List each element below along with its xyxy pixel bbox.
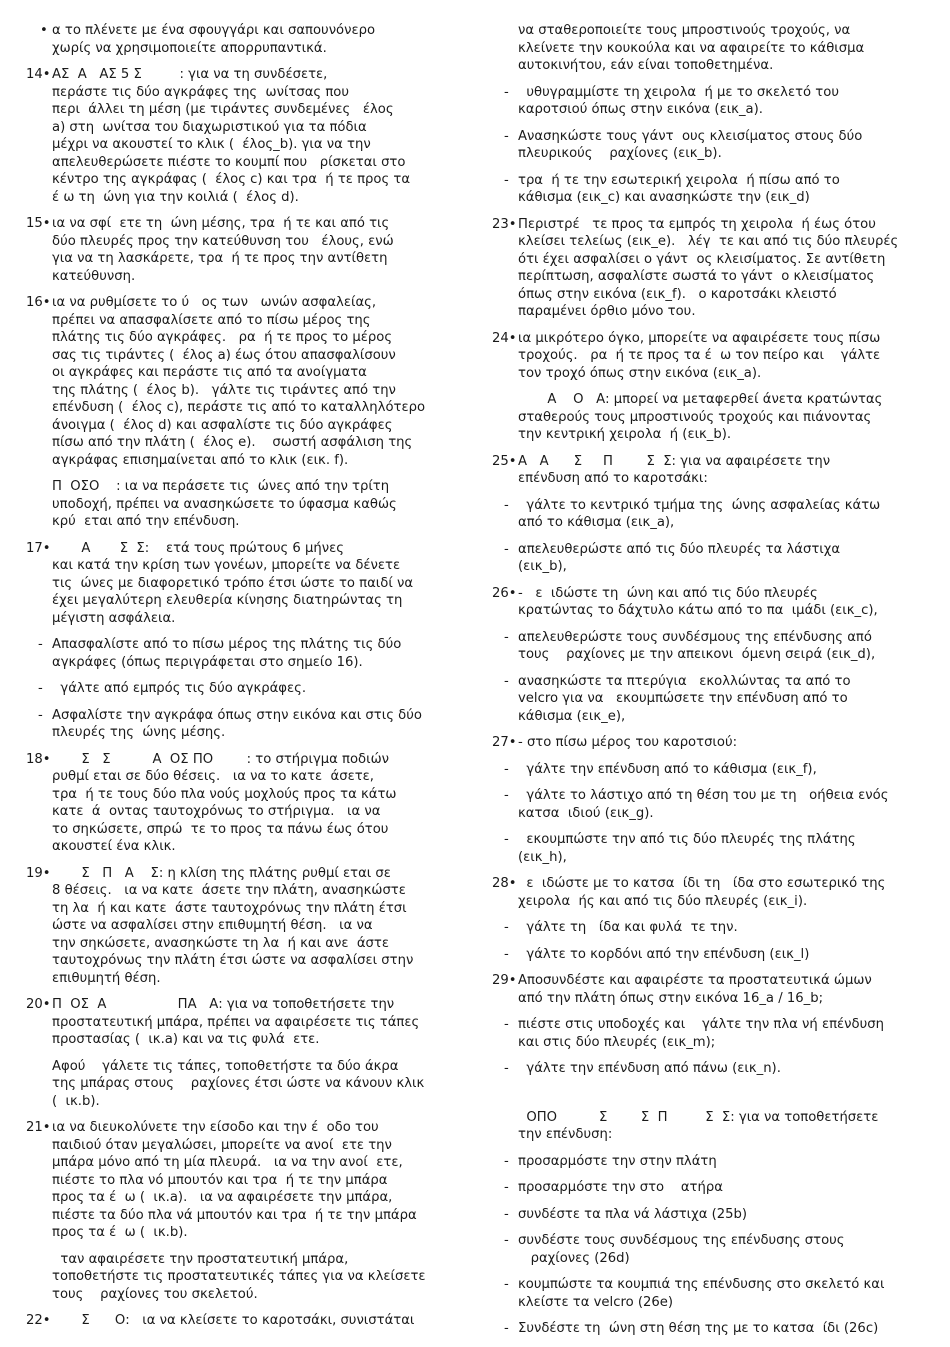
sub-step — [492, 946, 924, 964]
step-number: 23• — [492, 216, 517, 232]
step-number: - — [38, 707, 43, 723]
text-line: προς τα έ ω ( ικ.a). ια να αφαιρέσετε την μπάρα, — [52, 1190, 393, 1205]
text-line: a) στη ωνίτσα του διαχωριστικού για τα πόδια — [52, 119, 367, 135]
text-line: ραχίονες (26d) — [518, 1250, 630, 1266]
text-line: γάλτε την επένδυση από πάνω (εικ_n). — [518, 1061, 781, 1076]
sub-step — [492, 787, 924, 822]
text-line: προσαρμόστε την στην πλάτη — [518, 1153, 717, 1169]
step-number: 22• — [26, 1313, 51, 1328]
text-line: Περιστρέ τε προς τα εμπρός τη χειρολα ή έως ότου — [518, 216, 876, 232]
step-number: - — [504, 172, 509, 188]
text-line: Σ Π Α Σ: η κλίση της πλάτης ρυθμί εται σε — [52, 865, 391, 881]
text-line: Π ΟΣΟ : ια να περάσετε τις ώνες από την τρίτη — [52, 479, 390, 494]
numbered-step — [26, 1312, 456, 1330]
step-number: - — [504, 946, 509, 962]
step-number: 25• — [492, 453, 517, 469]
step-continuation — [26, 1058, 456, 1111]
numbered-step — [26, 751, 456, 856]
text-line: γάλτε το κεντρικό τμήμα της ώνης ασφαλείας κάτω — [518, 497, 881, 513]
text-line: κάθισμα (εικ_c) και ανασηκώστε την (εικ_d) — [518, 190, 810, 205]
text-line: Συνδέστε τη ώνη στη θέση της με το κατσα ίδι (26c) — [518, 1321, 879, 1336]
step-number: 27• — [492, 735, 517, 750]
step-continuation — [26, 478, 456, 531]
numbered-step — [26, 996, 456, 1049]
text-line: μέχρι να ακουστεί το κλικ ( έλος_b). για να την — [52, 137, 371, 152]
text-line: (εικ_h), — [518, 849, 567, 865]
text-line: από το κάθισμα (εικ_a), — [518, 515, 675, 530]
numbered-step — [492, 330, 924, 383]
text-line: κλείνετε την κουκούλα και να αφαιρείτε το κάθισμα — [518, 40, 865, 56]
step-number: - — [504, 1017, 509, 1032]
text-line: ανασηκώστε τα πτερύγια εκολλώντας τα από το — [518, 673, 851, 689]
step-number: - — [38, 637, 43, 652]
step-continuation — [492, 22, 924, 75]
sub-step — [26, 707, 456, 742]
text-line: μέγιστη ασφάλεια. — [52, 610, 176, 626]
text-line: απελευθερώστε τους συνδέσμους της επένδυσης από — [518, 629, 872, 645]
text-line: Α Α Σ Π Σ Σ: για να αφαιρέσετε την — [518, 453, 831, 469]
text-line: ( ικ.b). — [52, 1093, 100, 1109]
text-line: αυτοκινήτου, εάν είναι τοποθετημένα. — [518, 58, 774, 73]
numbered-step — [26, 22, 456, 57]
text-line: προς τα έ ω ( ικ.b). — [52, 1225, 188, 1240]
sub-step — [492, 673, 924, 726]
step-number: - — [504, 1233, 509, 1248]
text-line: έ ω τη ώνη για την κοιλιά ( έλος d). — [52, 189, 299, 205]
step-number: 16• — [26, 295, 51, 310]
text-line: επένδυση από το καροτσάκι: — [518, 471, 708, 486]
text-line: σας τις τιράντες ( έλος a) έως ότου απασφαλίσουν — [52, 347, 396, 363]
text-line: ταν αφαιρέσετε την προστατευτική μπάρα, — [52, 1251, 349, 1267]
text-line: πλευρές της ώνης μέσης. — [52, 725, 226, 740]
text-line: (εικ_b), — [518, 559, 567, 574]
numbered-step — [492, 875, 924, 910]
text-line: κατε ά οντας ταυτοχρόνως το στήριγμα. ια να — [52, 804, 381, 819]
sub-step — [492, 1016, 924, 1051]
numbered-step — [26, 1119, 456, 1242]
step-continuation — [26, 1251, 456, 1304]
text-line: ρυθμί εται σε δύο θέσεις. ια να το κατε άσετε, — [52, 769, 374, 784]
step-number: - — [504, 1153, 509, 1169]
step-number: 21• — [26, 1120, 51, 1135]
step-number: - — [38, 681, 43, 696]
text-line: γάλτε από εμπρός τις δύο αγκράφες. — [52, 681, 307, 696]
text-line: έχει μεγαλύτερη ελευθερία κίνησης διατηρώντας τη — [52, 593, 403, 608]
text-line: ταυτοχρόνως την πλάτη έτσι ώστε να ασφαλίσει στην — [52, 953, 414, 968]
numbered-step — [492, 972, 924, 1007]
text-line: ώστε να ασφαλίσει στην επιθυμητή θέση. ια να — [52, 918, 373, 933]
text-line: κρύ εται από την επένδυση. — [52, 514, 240, 529]
text-line: για να τη λασκάρετε, τρα ή τε προς την αντίθετη — [52, 251, 388, 266]
numbered-step — [492, 453, 924, 488]
text-line: γάλτε τη ίδα και φυλά τε την. — [518, 920, 738, 935]
text-line: γάλτε το κορδόνι από την επένδυση (εικ_l) — [518, 946, 810, 962]
spacer — [492, 1087, 924, 1109]
sub-step — [492, 497, 924, 532]
text-line: πίσω από την πλάτη ( έλος e). σωστή ασφάλιση της — [52, 435, 413, 450]
step-continuation — [492, 1109, 924, 1144]
text-line: Σ Σ Α ΟΣ ΠΟ : το στήριγμα ποδιών — [52, 751, 389, 767]
text-line: 8 θέσεις. ια να κατε άσετε την πλάτη, ανασηκώστε — [52, 883, 406, 898]
text-line: επιθυμητή θέση. — [52, 970, 161, 986]
text-line: δύο πλευρές προς την κατεύθυνση του έλους, ενώ — [52, 233, 394, 249]
text-line: Α Σ Σ: ετά τους πρώτους 6 μήνες — [52, 540, 344, 556]
text-line: Π ΟΣ Α ΠΑ Α: για να τοποθετήσετε την — [52, 997, 395, 1012]
text-line: ια μικρότερο όγκο, μπορείτε να αφαιρέσετε τους πίσω — [518, 330, 881, 346]
text-line: κουμπώστε τα κουμπιά της επένδυσης στο σκελετό και — [518, 1277, 885, 1292]
step-number: 20• — [26, 997, 51, 1012]
text-line: συνδέστε τους συνδέσμους της επένδυσης στους — [518, 1233, 845, 1248]
text-line: πλευρικούς ραχίονες (εικ_b). — [518, 146, 722, 161]
text-line: τις ώνες με διαφορετικό τρόπο έτσι ώστε το παιδί να — [52, 575, 414, 591]
text-line: ια να ρυθμίσετε το ύ ος των ωνών ασφαλείας, — [52, 295, 377, 310]
text-line: velcro για να εκουμπώσετε την επένδυση από το — [518, 691, 848, 706]
step-number: 28• — [492, 876, 517, 891]
text-line: απελευθερώστε από τις δύο πλευρές τα λάστιχα — [518, 541, 841, 557]
text-line: και κατά την κρίση των γονέων, μπορείτε να δένετε — [52, 558, 401, 573]
step-number: - — [504, 673, 509, 689]
text-line: α το πλένετε με ένα σφουγγάρι και σαπουνόνερο — [52, 23, 376, 38]
text-line: Ασφαλίστε την αγκράφα όπως στην εικόνα και στις δύο — [52, 707, 422, 723]
text-line: τον τροχό όπως στην εικόνα (εικ_a). — [518, 365, 762, 381]
numbered-step — [26, 540, 456, 628]
text-line: επένδυση ( έλος c), περάστε τις από το καταλληλότερο — [52, 400, 426, 415]
step-number: - — [504, 1321, 509, 1336]
right-column — [492, 22, 924, 1347]
sub-step — [492, 831, 924, 866]
text-line: να σταθεροποιείτε τους μπροστινούς τροχούς, να — [518, 23, 851, 38]
text-line: χειρολα ής και από τις δύο πλευρές (εικ_i). — [518, 893, 808, 909]
step-number: - — [504, 761, 509, 777]
text-line: κλείστε τα velcro (26e) — [518, 1294, 674, 1310]
step-number: 15• — [26, 216, 51, 231]
numbered-step — [492, 216, 924, 321]
text-line: ε ιδώστε με το κατσα ίδι τη ίδα στο εσωτερικό της — [518, 876, 886, 891]
step-number: 29• — [492, 973, 517, 988]
sub-step — [492, 1320, 924, 1338]
step-number: - — [504, 788, 509, 803]
text-line: άνοιγμα ( έλος d) και ασφαλίστε τις δύο αγκράφες — [52, 417, 393, 433]
numbered-step — [26, 294, 456, 469]
sub-step — [26, 680, 456, 698]
text-line: κατεύθυνση. — [52, 268, 136, 284]
step-number: • — [40, 23, 48, 38]
step-number: - — [504, 1277, 509, 1292]
text-line: τους ραχίονες του σκελετού. — [52, 1286, 258, 1302]
step-number: - — [504, 497, 509, 513]
sub-step — [492, 629, 924, 664]
text-line: ότι έχει ασφαλίσει ο γάντ ος κλεισίματος. Σε αντίθετη — [518, 251, 886, 267]
text-line: της πλάτης ( έλος b). γάλτε τις τιράντες από την — [52, 382, 396, 398]
text-line: οι αγκράφες και περάστε τις από τα ανοίγματα — [52, 365, 367, 380]
text-line: ΟΠΟ Σ Σ Π Σ Σ: για να τοποθετήσετε — [518, 1109, 879, 1125]
sub-step — [492, 1179, 924, 1197]
text-line: τροχούς. ρα ή τε προς τα έ ω τον πείρο και γάλτε — [518, 348, 881, 363]
left-column — [26, 22, 456, 1339]
text-line: παιδιού όταν μεγαλώσει, μπορείτε να ανοί ετε την — [52, 1137, 392, 1153]
text-line: Αφού γάλετε τις τάπες, τοποθετήστε τα δύο άκρα — [52, 1058, 399, 1074]
text-line: παραμένει όρθιο μόνο του. — [518, 304, 696, 319]
text-line: την σηκώσετε, ανασηκώστε τη λα ή και ανε άστε — [52, 935, 389, 951]
step-number: - — [504, 1061, 509, 1076]
step-number: 19• — [26, 865, 51, 881]
text-line: καροτσιού όπως στην εικόνα (εικ_a). — [518, 102, 763, 117]
sub-step — [492, 1232, 924, 1267]
sub-step — [492, 128, 924, 163]
text-line: πιέστε στις υποδοχές και γάλτε την πλα νή επένδυση — [518, 1017, 884, 1032]
text-line: κλείσει τελείως (εικ_e). λέγ τε και από τις δύο πλευρές — [518, 234, 899, 249]
text-line: τη λα ή και κατε άστε ταυτοχρόνως την πλάτη έτσι — [52, 900, 407, 916]
step-number: - — [504, 128, 509, 144]
text-line: προσαρμόστε την στο ατήρα — [518, 1180, 723, 1195]
step-number: 14• — [26, 67, 51, 82]
sub-step — [492, 1060, 924, 1078]
text-line: κρατώντας το δάχτυλο κάτω από το πα ιμάδι (εικ_c), — [518, 603, 878, 618]
sub-step — [492, 1276, 924, 1311]
sub-step — [492, 172, 924, 207]
sub-step — [492, 541, 924, 576]
text-line: χωρίς να χρησιμοποιείτε απορρυπαντικά. — [52, 40, 327, 56]
text-line: το σηκώσετε, σπρώ τε το προς τα πάνω έως ότου — [52, 821, 389, 837]
text-line: ΑΣ Α ΑΣ 5 Σ : για να τη συνδέσετε, — [52, 67, 328, 82]
text-line: πλάτης τις δύο αγκράφες. ρα ή τε προς το μέρος — [52, 330, 393, 345]
text-line: απελευθερώσετε πιέστε το κουμπί που ρίσκεται στο — [52, 154, 406, 170]
sub-step — [492, 761, 924, 779]
numbered-step — [492, 734, 924, 752]
text-line: υθυγραμμίστε τη χειρολα ή με το σκελετό του — [518, 84, 839, 100]
step-number: 24• — [492, 330, 517, 346]
step-number: 17• — [26, 540, 51, 556]
step-number: - — [504, 832, 509, 847]
text-line: την κεντρική χειρολα ή (εικ_b). — [518, 427, 732, 442]
text-line: γάλτε την επένδυση από το κάθισμα (εικ_f), — [518, 761, 817, 777]
step-continuation — [492, 391, 924, 444]
step-number: - — [504, 84, 509, 100]
sub-step — [492, 1153, 924, 1171]
sub-step — [26, 636, 456, 671]
text-line: κατσα ιδιού (εικ_g). — [518, 805, 654, 821]
step-number: 26• — [492, 585, 517, 601]
text-line: όπως στην εικόνα (εικ_f). ο καροτσάκι κλειστό — [518, 286, 837, 302]
text-line: αγκράφες (όπως περιγράφεται στο σημείο 16). — [52, 654, 363, 670]
text-line: τρα ή τε τους δύο πλα νούς μοχλούς προς τα κάτω — [52, 786, 397, 802]
step-number: - — [504, 1180, 509, 1195]
text-line: σταθερούς τους μπροστινούς τροχούς και πιάνοντας — [518, 409, 872, 425]
step-number: - — [504, 541, 509, 557]
text-line: υποδοχή, πρέπει να ανασηκώσετε το ύφασμα καθώς — [52, 496, 397, 512]
text-line: προστατευτική μπάρα, πρέπει να αφαιρέσετε τις τάπες — [52, 1014, 420, 1030]
text-line: πρέπει να απασφαλίσετε από το πίσω μέρος της — [52, 312, 371, 328]
text-line: κέντρο της αγκράφας ( έλος c) και τρα ή τε προς τα — [52, 172, 411, 187]
step-number: - — [504, 920, 509, 935]
text-line: περίπτωση, ασφαλίστε σωστά το γάντ ο κλεισίματος — [518, 269, 875, 284]
text-line: πιέστε τα δύο πλα νά μπουτόν και τρα ή τε την μπάρα — [52, 1207, 417, 1223]
step-number: - — [504, 1206, 509, 1222]
numbered-step — [26, 66, 456, 206]
text-line: Σ Ο: ια να κλείσετε το καροτσάκι, συνιστάται — [52, 1313, 415, 1328]
sub-step — [492, 919, 924, 937]
text-line: αγκράφας επισημαίνεται από το κλικ (εικ. f). — [52, 452, 349, 468]
numbered-step — [26, 215, 456, 285]
sub-step — [492, 84, 924, 119]
text-line: - στο πίσω μέρος του καροτσιού: — [518, 735, 738, 750]
text-line: Αποσυνδέστε και αφαιρέστε τα προστατευτικά ώμων — [518, 973, 872, 988]
text-line: από την πλάτη όπως στην εικόνα 16_a / 16_b; — [518, 990, 824, 1006]
text-line: περι άλλει τη μέση (με τιράντες συνδεμένες έλος — [52, 102, 394, 117]
text-line: Απασφαλίστε από το πίσω μέρος της πλάτης τις δύο — [52, 637, 402, 652]
text-line: τοποθετήστε τις προστατευτικές τάπες για να κλείσετε — [52, 1269, 426, 1284]
text-line: - ε ιδώστε τη ώνη και από τις δύο πλευρές — [518, 585, 818, 601]
step-number: 18• — [26, 751, 51, 767]
text-line: Α Ο Α: μπορεί να μεταφερθεί άνετα κρατώντας — [518, 392, 883, 407]
numbered-step — [492, 585, 924, 620]
text-line: την επένδυση: — [518, 1127, 613, 1142]
text-line: εκουμπώστε την από τις δύο πλευρές της πλάτης — [518, 832, 856, 847]
text-line: ια να σφί ετε τη ώνη μέσης, τρα ή τε και από τις — [52, 216, 390, 231]
text-line: ια να διευκολύνετε την είσοδο και την έ οδο του — [52, 1120, 379, 1135]
numbered-step — [26, 865, 456, 988]
text-line: γάλτε το λάστιχο από τη θέση του με τη οήθεια ενός — [518, 788, 889, 803]
text-line: Ανασηκώστε τους γάντ ους κλεισίματος στους δύο — [518, 128, 863, 144]
text-line: μπάρα μόνο από τη μία πλευρά. ια να την ανοί ετε, — [52, 1155, 403, 1170]
text-line: πιέστε το πλα νό μπουτόν και τρα ή τε την μπάρα — [52, 1172, 388, 1188]
sub-step — [492, 1206, 924, 1224]
step-number: - — [504, 629, 509, 645]
text-line: περάστε τις δύο αγκράφες της ωνίτσας που — [52, 84, 349, 100]
text-line: και στις δύο πλευρές (εικ_m); — [518, 1034, 716, 1050]
text-line: προστασίας ( ικ.a) και να τις φυλά ετε. — [52, 1032, 320, 1047]
text-line: συνδέστε τα πλα νά λάστιχα (25b) — [518, 1206, 748, 1222]
text-line: της μπάρας στους ραχίονες έτσι ώστε να κάνουν κλικ — [52, 1076, 425, 1091]
text-line: τρα ή τε την εσωτερική χειρολα ή πίσω από το — [518, 172, 840, 188]
text-line: τους ραχίονες με την απεικονι όμενη σειρά (εικ_d), — [518, 647, 876, 662]
text-line: κάθισμα (εικ_e), — [518, 708, 626, 724]
text-line: ακουστεί ένα κλικ. — [52, 839, 176, 854]
